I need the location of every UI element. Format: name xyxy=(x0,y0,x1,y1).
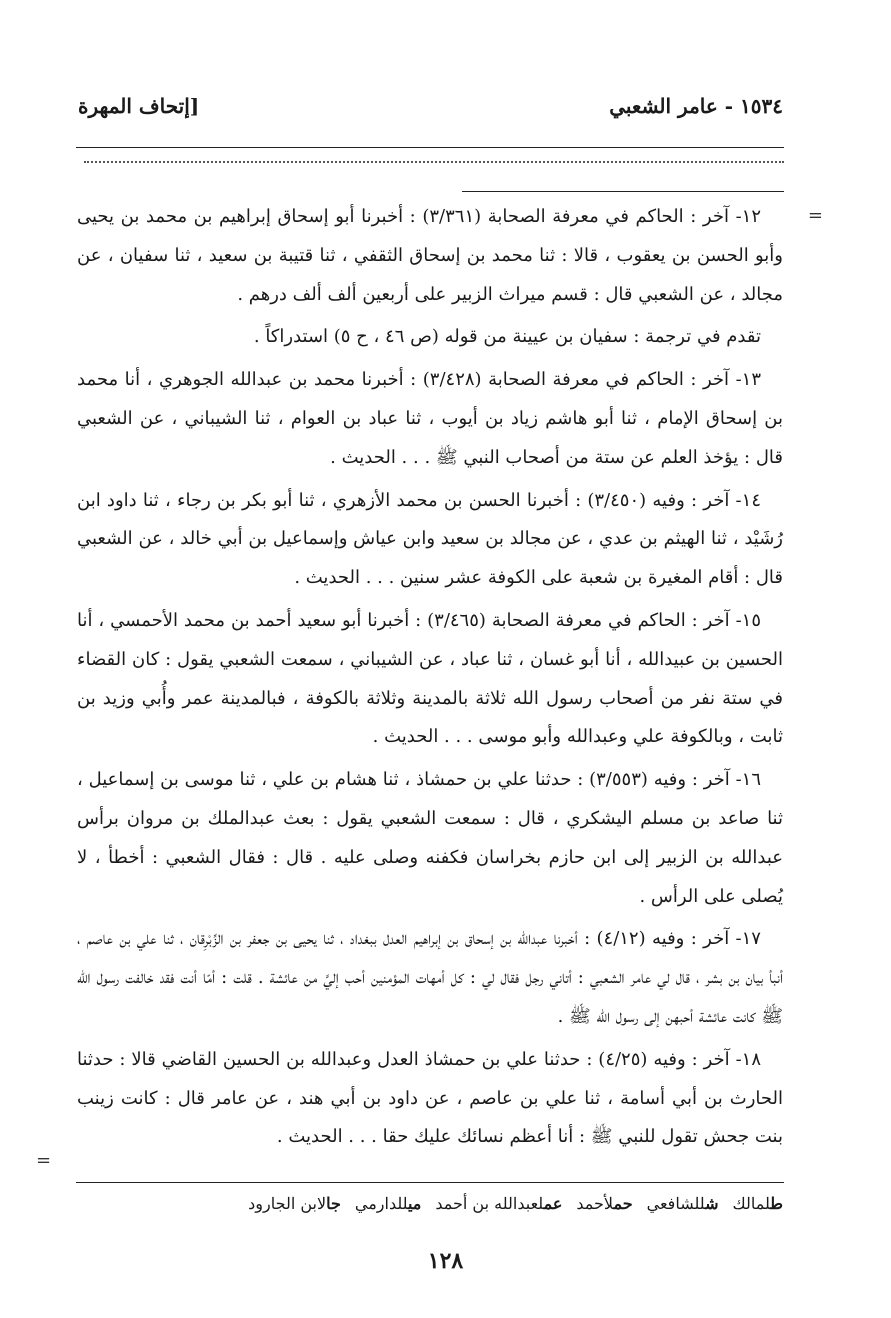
paragraph-15: ١٥- آخر : الحاكم في معرفة الصحابة (٣/٤٦٥) : أخبرنا أبو سعيد أحمد بن محمد الأحمسي ، أنا الحسين بن عبيدالله ، أنا أبو غسان ، ثنا عباد ، عن الشيباني ، سمعت الشعبي يقول : كان القضاء في ستة نفر من أصحاب رسول الله ثلاثة بالمدينة وثلاثة بالكوفة ، فبالمدينة عمر وأُبي وزيد بن ثابت ، وبالكوفة علي وعبدالله وأبو موسى . . . الحديث . xyxy=(77,609,783,748)
running-header-title: ١٥٣٤ - عامر الشعبي xyxy=(609,94,783,118)
paragraph-13: ١٣- آخر : الحاكم في معرفة الصحابة (٣/٤٢٨) : أخبرنا محمد بن عبدالله الجوهري ، أنا محمد بن إسحاق الإمام ، ثنا أبو هاشم زياد بن أيوب ، ثنا عباد بن العوام ، ثنا الشيباني ، عن الشعبي قال : يؤخذ العلم عن ستة من أصحاب النبي ﷺ . . . الحديث . xyxy=(77,369,783,468)
paragraph-14: ١٤- آخر : وفيه (٣/٤٥٠) : أخبرنا الحسن بن محمد الأزهري ، ثنا أبو بكر بن رجاء ، ثنا داود ابن رُشَيْد ، ثنا الهيثم بن عدي ، عن مجالد بن سعيد وابن عياش وإسماعيل بن أبي خالد ، عن الشعبي قال : أقام المغيرة بن شعبة على الكوفة عشر سنين . . . الحديث . xyxy=(77,489,783,589)
paragraph-17: ١٧- آخر : وفيه (٤/١٢) : أخبرنا عبدالله بن إسحاق بن إبراهيم العدل ببغداد ، ثنا يحيى بن جعفر بن الزِّبْرِقان ، ثنا علي بن عاصم ، أنبأ بيان بن بشر ، قال لي عامر الشعبي : أتاني رجل فقال لي : كل أمهات المؤمنين أحب إليَّ من عائشة . قلت : أمّا أنت فقد خالفت رسول الله ﷺ كانت عائشة أحبهن إلى رسول الله ﷺ . xyxy=(77,928,783,1027)
margin-mark-bottom: = xyxy=(36,1150,52,1171)
paragraph-note: تقدم في ترجمة : سفيان بن عيينة من قوله (ص ٤٦ ، ح ٥) استدراكاً . xyxy=(253,326,761,348)
abbr-item: جالابن الجارود xyxy=(248,1194,341,1213)
abbr-item: شللشافعي xyxy=(646,1194,719,1213)
header-rule xyxy=(76,147,784,148)
dotted-separator xyxy=(84,161,784,175)
running-header-book: [إتحاف المهرة xyxy=(78,94,200,118)
paragraph-16: ١٦- آخر : وفيه (٣/٥٥٣) : حدثنا علي بن حمشاذ ، ثنا هشام بن علي ، ثنا موسى بن إسماعيل ، ثنا صاعد بن مسلم اليشكري ، قال : سمعت الشعبي يقول : بعث عبدالملك بن مروان برأس عبدالله بن الزبير إلى ابن حازم بخراسان فكفنه وصلى عليه . قال : فقال الشعبي : أخطأ ، لا يُصلى على الرأس . xyxy=(77,769,783,907)
main-text xyxy=(77,198,783,1161)
margin-mark-top: = xyxy=(807,205,823,226)
page-number: ١٢٨ xyxy=(427,1248,464,1274)
abbr-item: حملأحمد xyxy=(576,1194,633,1213)
abbreviation-key xyxy=(77,1194,783,1213)
section-rule xyxy=(462,191,784,192)
abbr-item: ميللدارمي xyxy=(354,1194,422,1213)
abbr-item: طلمالك xyxy=(732,1194,783,1213)
footer-rule xyxy=(76,1182,784,1183)
paragraph-18: ١٨- آخر : وفيه (٤/٢٥) : حدثنا علي بن حمشاذ العدل وعبدالله بن الحسين القاضي قالا : حدثنا الحارث بن أبي أسامة ، ثنا علي بن عاصم ، عن داود بن أبي هند ، عن عامر قال : كانت زينب بنت جحش تقول للنبي ﷺ : أنا أعظم نسائك عليك حقا . . . الحديث . xyxy=(77,1048,783,1148)
abbr-item: عملعبدالله بن أحمد xyxy=(435,1194,563,1213)
paragraph-12: ١٢- آخر : الحاكم في معرفة الصحابة (٣/٣٦١) : أخبرنا أبو إسحاق إبراهيم بن محمد بن يحيى وأبو الحسن بن يعقوب ، قالا : ثنا محمد بن إسحاق الثقفي ، ثنا قتيبة بن سعيد ، ثنا سفيان ، عن مجالد ، عن الشعبي قال : قسم ميراث الزبير على أربعين ألف ألف درهم . xyxy=(77,206,783,305)
